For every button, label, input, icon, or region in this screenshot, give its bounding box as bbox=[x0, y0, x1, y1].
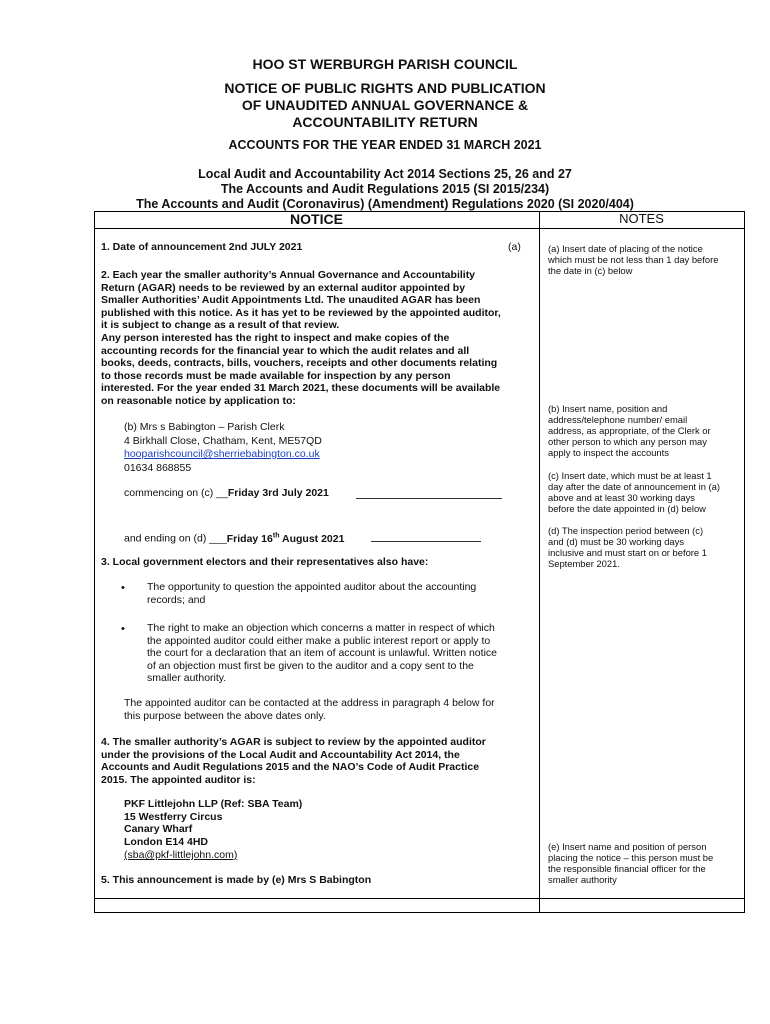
act-line-2: The Accounts and Audit Regulations 2015 (SI 2015/234) bbox=[220, 182, 550, 196]
section-4-line: 4. The smaller authority’s AGAR is subject to review by the appointed auditor bbox=[101, 736, 486, 748]
act-line-1: Local Audit and Accountability Act 2014 Sections 25, 26 and 27 bbox=[198, 167, 572, 181]
clerk-contact bbox=[124, 421, 322, 475]
ending-date bbox=[227, 533, 345, 545]
commencing-label: commencing on (c) __ bbox=[124, 487, 228, 499]
note-d-line: September 2021. bbox=[548, 558, 620, 569]
note-b-line: other person to which any person may bbox=[548, 436, 707, 447]
section-5: 5. This announcement is made by (e) Mrs S Babington bbox=[101, 874, 372, 886]
section-2-line: published with this notice. As it has yet to be reviewed by the appointed auditor, bbox=[101, 306, 501, 319]
note-d bbox=[548, 525, 736, 569]
header-divider bbox=[94, 228, 744, 229]
ending-label: and ending on (d) ___ bbox=[124, 532, 227, 545]
bullet-2-line: the appointed auditor could either make a public interest report or apply to bbox=[147, 634, 491, 647]
section-1-date: 1. Date of announcement 2nd JULY 2021 bbox=[101, 241, 303, 253]
bullet-1-dot: • bbox=[121, 582, 125, 594]
act-line-3: The Accounts and Audit (Coronavirus) (Amendment) Regulations 2020 (SI 2020/404) bbox=[136, 197, 634, 211]
note-a bbox=[548, 243, 736, 276]
bullet-1-line: The opportunity to question the appointed auditor about the accounting bbox=[147, 581, 477, 593]
council-name: HOO ST WERBURGH PARISH COUNCIL bbox=[252, 56, 518, 72]
note-e-line: smaller authority bbox=[548, 874, 617, 885]
bullet-2-dot: • bbox=[121, 623, 125, 635]
ending-date-suffix: th bbox=[272, 532, 280, 539]
note-c-line: above and at least 30 working days bbox=[548, 492, 695, 503]
auditor-street: 15 Westferry Circus bbox=[124, 810, 223, 823]
section-2-line: accounting records for the financial year to which the audit relates and all bbox=[101, 344, 470, 357]
bullet-2-text bbox=[147, 622, 533, 685]
note-b bbox=[548, 403, 736, 458]
auditor-contact-line: this purpose between the above dates only. bbox=[124, 709, 326, 722]
notice-title-line-2: OF UNAUDITED ANNUAL GOVERNANCE & bbox=[241, 97, 529, 113]
bullet-1-line: records; and bbox=[147, 593, 206, 606]
section-4-line: 2015. The appointed auditor is: bbox=[101, 773, 256, 786]
note-a-line: which must be not less than 1 day before bbox=[548, 254, 719, 265]
notice-title-line-3: ACCOUNTABILITY RETURN bbox=[292, 114, 478, 130]
note-d-line: inclusive and must start on or before 1 bbox=[548, 547, 707, 558]
note-c-line: (c) Insert date, which must be at least 1 bbox=[548, 470, 712, 481]
auditor-contact-line: The appointed auditor can be contacted at the address in paragraph 4 below for bbox=[124, 697, 495, 709]
auditor-name: PKF Littlejohn LLP (Ref: SBA Team) bbox=[124, 798, 303, 810]
bullet-2-line: of an objection must first be given to the auditor and a copy sent to the bbox=[147, 659, 474, 672]
bullet-1-text bbox=[147, 581, 533, 606]
notice-column-header: NOTICE bbox=[290, 211, 343, 227]
note-b-line: address/telephone number/ email bbox=[548, 414, 688, 425]
section-1-marker: (a) bbox=[508, 241, 521, 253]
auditor-area: Canary Wharf bbox=[124, 823, 193, 836]
accounts-year: ACCOUNTS FOR THE YEAR ENDED 31 MARCH 2021 bbox=[228, 138, 542, 152]
clerk-name: (b) Mrs s Babington – Parish Clerk bbox=[124, 421, 285, 433]
note-c-line: day after the date of announcement in (a) bbox=[548, 481, 720, 492]
auditor-postcode: London E14 4HD bbox=[124, 835, 209, 848]
commencing-date: Friday 3rd July 2021 bbox=[227, 487, 329, 499]
note-a-line: the date in (c) below bbox=[548, 265, 633, 276]
legislation-references bbox=[0, 167, 770, 212]
section-2-line: interested. For the year ended 31 March 2021, these documents will be available bbox=[101, 382, 501, 395]
bullet-2-line: The right to make an objection which concerns a matter in respect of which bbox=[147, 622, 495, 634]
note-d-line: and (d) must be 30 working days bbox=[548, 536, 685, 547]
note-c bbox=[548, 470, 736, 514]
section-2-line: to those records must be made available for inspection by any person bbox=[101, 369, 451, 382]
section-2-line: on reasonable notice by application to: bbox=[101, 394, 296, 407]
note-a-line: (a) Insert date of placing of the notice bbox=[548, 243, 703, 254]
ending-line bbox=[124, 530, 344, 545]
note-e-line: the responsible financial officer for the bbox=[548, 863, 706, 874]
commencing-line bbox=[124, 487, 329, 500]
section-2-line: Return (AGAR) needs to be reviewed by an external auditor appointed by bbox=[101, 281, 466, 294]
section-4-line: Accounts and Audit Regulations 2015 and the NAO’s Code of Audit Practice bbox=[101, 761, 480, 774]
section-2-line: it is subject to change as a result of that review. bbox=[101, 319, 340, 332]
note-c-line: before the date appointed in (d) below bbox=[548, 503, 706, 514]
notice-title-line-1: NOTICE OF PUBLIC RIGHTS AND PUBLICATION bbox=[224, 80, 546, 96]
ending-underline bbox=[371, 540, 481, 542]
note-b-line: address, as appropriate, of the Clerk or bbox=[548, 425, 711, 436]
clerk-address: 4 Birkhall Close, Chatham, Kent, ME57QD bbox=[124, 434, 322, 447]
section-2-line: books, deeds, contracts, bills, vouchers, receipts and other documents relating bbox=[101, 357, 498, 370]
note-d-line: (d) The inspection period between (c) bbox=[548, 525, 704, 536]
ending-date-month: August 2021 bbox=[279, 532, 345, 545]
note-e bbox=[548, 841, 736, 885]
notes-column-header: NOTES bbox=[619, 211, 664, 226]
commencing-underline bbox=[356, 497, 502, 499]
auditor-address bbox=[124, 798, 302, 848]
bullet-2-line: the court for a declaration that an item of account is unlawful. Written notice bbox=[147, 647, 497, 660]
section-2 bbox=[101, 269, 533, 408]
footer-divider bbox=[94, 898, 744, 899]
clerk-email-link[interactable]: hooparishcouncil@sherriebabington.co.uk bbox=[124, 448, 320, 460]
auditor-email-link[interactable]: (sba@pkf-littlejohn.com) bbox=[124, 849, 238, 861]
note-e-line: placing the notice – this person must be bbox=[548, 852, 714, 863]
note-e-line: (e) Insert name and position of person bbox=[548, 841, 707, 852]
section-3: 3. Local government electors and their representatives also have: bbox=[101, 556, 429, 568]
clerk-phone: 01634 868855 bbox=[124, 461, 192, 474]
ending-date-day: Friday 16 bbox=[226, 532, 273, 545]
column-divider bbox=[539, 211, 540, 912]
note-b-line: (b) Insert name, position and bbox=[548, 403, 668, 414]
auditor-contact-note bbox=[124, 697, 534, 722]
section-4 bbox=[101, 736, 533, 786]
notice-title bbox=[0, 80, 770, 131]
section-4-line: under the provisions of the Local Audit and Accountability Act 2014, the bbox=[101, 748, 460, 761]
note-b-line: apply to inspect the accounts bbox=[548, 447, 669, 458]
section-2-line: Any person interested has the right to inspect and make copies of the bbox=[101, 331, 450, 344]
section-2-line: Smaller Authorities’ Audit Appointments Ltd. The unaudited AGAR has been bbox=[101, 294, 481, 307]
section-2-line: 2. Each year the smaller authority’s Annual Governance and Accountability bbox=[101, 269, 476, 281]
bullet-2-line: smaller authority. bbox=[147, 672, 227, 685]
